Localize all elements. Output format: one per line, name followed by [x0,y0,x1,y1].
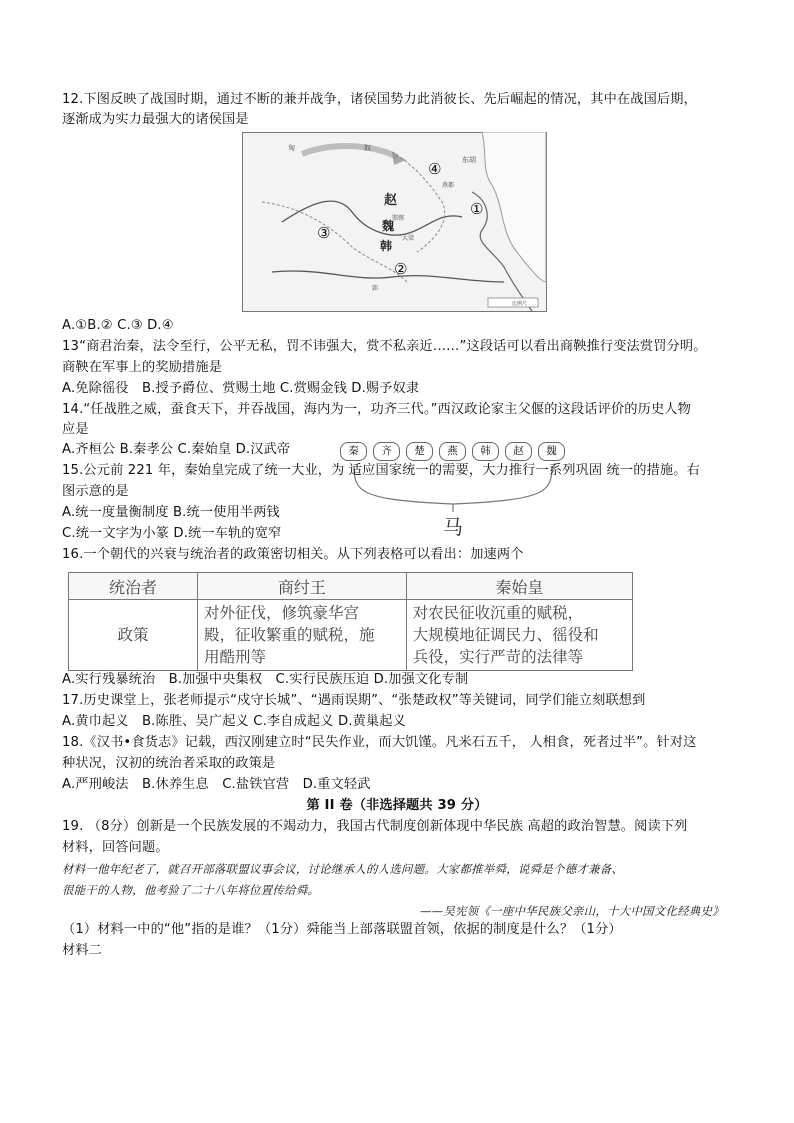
q19-material2-label: 材料二 [62,943,103,958]
q19-material1-line2: 很能干的人物，他考验了二十八年将位置传给舜。 [62,883,320,897]
cell-line: 兵役，实行严苛的法律等 [412,648,584,666]
q18-stem-line2: 种状况，汉初的统治者采取的政策是 [62,756,276,771]
seal-state-qi: 齐 [373,442,400,461]
map-label-handan: 邯郸 [392,215,405,222]
map-label-xiongnu-a: 匈 [288,144,295,152]
map-mark-3: ③ [317,224,331,242]
cell-line: 殿，征收繁重的赋税，施 [204,626,375,644]
seal-state-yan: 燕 [439,442,466,461]
map-label-donghu: 东胡 [462,156,476,164]
map-mark-2: ② [394,260,408,278]
q12-stem-line2: 逐渐成为实力最强大的诸侯国是 [62,112,249,127]
table-header: 商纣王 [198,573,407,600]
q13-stem-line2: 商鞅在军事上的奖励措施是 [62,360,223,375]
seal-state-han: 韩 [472,442,499,461]
cell-line: 用酷刑等 [204,648,267,666]
q18-options: A.严刑峻法 B.休养生息 C.盐铁官营 D.重文轻武 [62,777,371,792]
seal-state-wei: 魏 [538,442,565,461]
seal-state-zhao: 赵 [505,442,532,461]
q19-sub1: （1）材料一中的“他”指的是谁？（1分）舜能当上部落联盟首领，依据的制度是什么？（1分） [62,922,622,937]
map-label-yandu: 燕都 [442,182,455,189]
q19-material1-line1: 材料一他年纪老了，就召开部落联盟议事会议，讨论继承人的人选问题。大家都推举舜，说舜是个德才兼备、 [62,862,624,876]
q15-stem-line2: 图示意的是 [62,484,129,499]
q13-stem-line1: 13“商君治秦，法令至行，公平无私，罚不讳强大，赏不私亲近……”这段话可以看出商鞅推行变法赏罚分明。 [62,339,707,354]
q19-stem-line2: 材料，回答问题。 [62,840,169,855]
table-header: 统治者 [69,573,198,600]
q16-options: A.实行残暴统治 B.加强中央集权 C.实行民族压迫 D.加强文化专制 [62,672,469,687]
map-scale-label: 比例尺 [512,301,528,307]
state-zhao: 赵 [384,193,398,208]
map-mark-1: ① [470,200,484,218]
seal-result-character: 马 [443,515,463,539]
q13-options: A.免除徭役 B.授予爵位、赏赐土地 C.赏赐金钱 D.赐予奴隶 [62,381,420,396]
q14-options: A.齐桓公 B.秦孝公 C.秦始皇 D.汉武帝 [62,442,291,457]
q15-options-cd: C.统一文字为小篆 D.统一车轨的宽窄 [62,526,282,541]
table-header: 秦始皇 [406,573,632,600]
cell-line: 对农民征收沉重的赋税， [412,604,584,622]
q15-options-ab: A.统一度量衡制度 B.统一使用半两钱 [62,505,280,520]
section2-title: 第 II 卷（非选择题共 39 分） [306,798,488,813]
q19-stem-line1: 19. （8分）创新是一个民族发展的不竭动力，我国古代制度创新体现中华民族 高超的政治智慧。阅读下列 [62,819,688,834]
seal-script-figure [340,442,580,546]
q17-options: A.黄巾起义 B.陈胜、吴广起义 C.李自成起义 D.黄巢起义 [62,714,406,729]
policy-table [68,572,633,671]
state-han: 韩 [380,239,393,253]
map-label-xiongnu-b: 奴 [364,144,371,152]
map-label-daliang: 大梁 [402,235,415,242]
table-cell-qin [406,600,632,671]
table-header-row [69,573,633,600]
cell-line: 大规模地征调民力、徭役和 [412,626,599,644]
q14-stem-line1: 14.“任战胜之威，蚕食天下，并吞战国，海内为一，功齐三代。”西汉政论家主父偃的这段话评价的历史人物 [62,402,691,417]
state-wei: 魏 [382,219,395,233]
cell-line: 对外征伐，修筑豪华宫 [204,604,360,622]
q16-stem-line1: 16.一个朝代的兴衰与统治者的政策密切相关。从下列表格可以看出：加速两个 [62,547,524,562]
q15-stem-line1: 15.公元前 221 年，秦始皇完成了统一大业，为 适应国家统一的需要，大力推行一系列巩固 统一的措施。右 [62,463,700,478]
map-label-ying: 郢 [372,285,379,292]
q17-stem-line1: 17.历史课堂上，张老师提示“戍守长城”、“遇雨误期”、“张楚政权”等关键词，同学们能立刻联想到 [62,693,646,708]
table-cell-shang [198,600,407,671]
q12-options: A.①B.② C.③ D.④ [62,318,174,333]
q19-source: ——吴宪领《一座中华民族父亲山，十大中国文化经典史》 [420,904,724,918]
seal-state-chu: 楚 [406,442,433,461]
q12-stem-line1: 12.下图反映了战国时期，通过不断的兼并战争，诸侯国势力此消彼长、先后崛起的情况，其中在战国后期， [62,92,697,107]
table-row [69,600,633,671]
table-row-label: 政策 [69,600,198,671]
q14-stem-line2: 应是 [62,422,89,437]
warring-states-map [242,132,547,312]
map-mark-4: ④ [428,160,442,178]
seal-state-qin: 秦 [340,442,367,461]
q18-stem-line1: 18.《汉书•食货志》记载，西汉刚建立时“民失作业，而大饥馑。凡米石五千， 人相食，死者过半”。针对这 [62,735,697,750]
